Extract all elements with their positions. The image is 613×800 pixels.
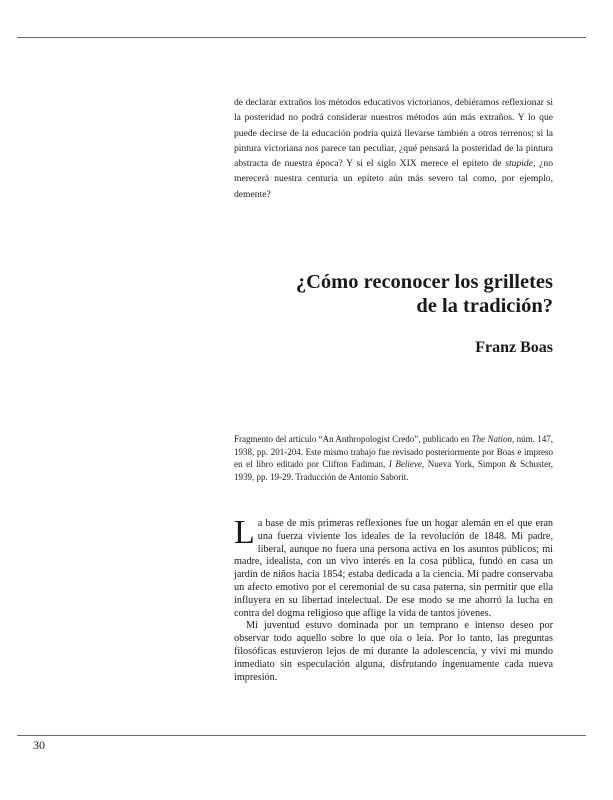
- body-paragraph-1: [234, 514, 553, 620]
- article-title: [234, 270, 553, 318]
- article-body: [234, 514, 553, 684]
- note-italic-1: The Nation: [471, 434, 512, 444]
- note-part-1: Fragmento del artículo “An Anthropologist Credo”, publicado en: [234, 434, 472, 444]
- article-author: Franz Boas: [475, 339, 553, 356]
- intro-text-after: , ¿no merecerá nuestra centuria un epíteto aún más severo tal como, por ejemplo, demente?: [234, 158, 553, 200]
- body-paragraph-1-text: a base de mis primeras reflexiones fue un hogar alemán en el que eran una fuerza viviente los ideales de la revolución de 1848. Mi padre, liberal, aunque no fuera una persona activa en los asuntos públicos; mi madre, idealista, con un vivo interés en la cosa pública, fundó en casa un jardín de niños hacia 1854; estaba dedicada a la ciencia. Mi padre conservaba un afecto emotivo por el ceremonial de su casa paterna, sin permitir que ella influyera en su libertad intelectual. De ese modo se me ahorró la lucha en contra del dogma religioso que aflige la vida de tantos jóvenes.: [234, 518, 553, 619]
- intro-paragraph: [234, 95, 553, 202]
- title-line-1: ¿Cómo reconocer los grilletes: [295, 271, 553, 293]
- note-part-3: , Nueva York, Simpon & Schuster, 1939, pp. 19-29. Traducción de Antonio Saborit.: [234, 459, 553, 482]
- intro-text-before: de declarar extraños los métodos educativos victorianos, debiéramos reflexionar si la posteridad no podrá considerar nuestros métodos aún más extraños. Y lo que puede decirse de la educación podría quizá llevarse también a otros terrenos; si la pintura victoriana nos parece tan peculiar, ¿qué pensará la posteridad de la pintura abstracta de nuestra época? Y si el siglo XIX merece el epíteto de: [234, 97, 553, 170]
- drop-cap: L: [234, 514, 255, 551]
- bottom-rule: [17, 735, 586, 736]
- note-part-2: , núm. 147, 1938, pp. 201-204. Este mismo trabajo fue revisado posteriormente por Boas e impreso en el libro editado por Clifton Fadiman,: [234, 434, 553, 470]
- body-paragraph-2: Mi juventud estuvo dominada por un temprano e intenso deseo por observar todo aquello sobre lo que oía o leía. Por lo tanto, las preguntas filosóficas estuvieron lejos de mí durante la adolescencia, y viví mi mundo inmediato sin especulación alguna, disfrutando ingenuamente cada nueva impresión.: [234, 620, 553, 683]
- note-italic-2: I Believe: [388, 459, 422, 470]
- source-note: [234, 433, 553, 483]
- top-rule: [17, 37, 586, 38]
- page-number: 30: [33, 738, 45, 752]
- title-line-2: de la tradición?: [416, 295, 553, 317]
- intro-italic-word: stupide: [505, 158, 533, 170]
